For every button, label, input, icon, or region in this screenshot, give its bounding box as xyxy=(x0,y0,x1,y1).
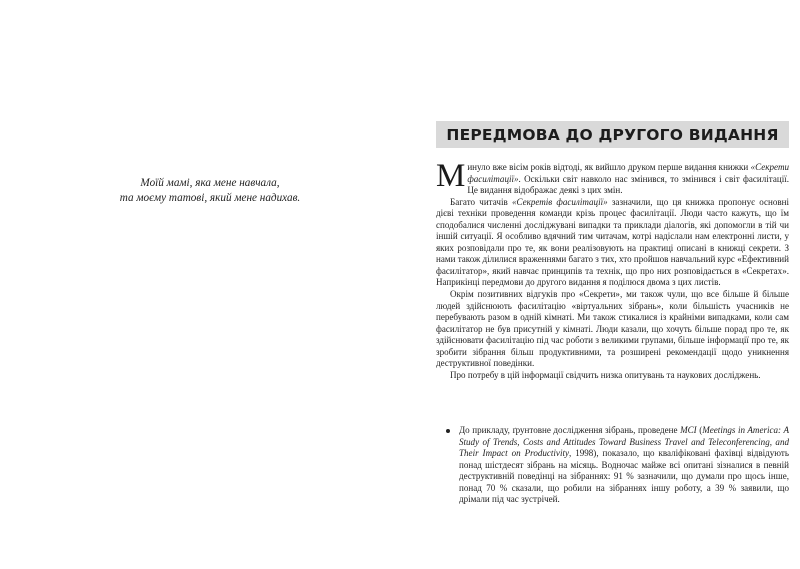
drop-cap: М xyxy=(436,158,466,194)
text-run: инуло вже вісім років відтоді, як вийшло друком перше видання книжки xyxy=(467,162,751,172)
chapter-heading-bar xyxy=(436,121,789,148)
paragraph xyxy=(436,158,789,197)
bullet-icon xyxy=(446,429,450,433)
text-run: . Оскільки світ навколо нас змінився, то змінився і світ фасилітації. Це видання відображає деякі з цих змін. xyxy=(467,173,789,196)
organization-name: MCI xyxy=(680,425,697,435)
dedication xyxy=(60,176,360,206)
paragraph: Окрім позитивних відгуків про «Секрети», ми також чули, що все більше й більше людей здійснюють фасилітацію «віртуальних зібрань», коли більшість учасників не перебувають разом в одній кімнаті. Ми також стикалися із крайніми випадками, коли сам фасилітатор не був присутній у кімнаті. Люди казали, що хочуть більше порад про те, як здійснювати фасилітацію під час роботи з великими групами, більше інформації про те, як зробити зібрання більш продуктивними, та розширені рекомендації щодо уникнення деструктивної поведінки. xyxy=(436,289,789,369)
text-run: Багато читачів xyxy=(450,196,512,207)
text-run: , 1998), показало, що кваліфіковані фахівці відвідують понад шістдесят зібрань на місяць. Водночас майже всі опитані зізналися в певній деструктивній поведінці на зібраннях: 91 % зазначили, що думали про щось інше, понад 70 % сказали, що робили на зібраннях іншу роботу, а 39 % заявили, що дрімали під час зустрічей. xyxy=(459,448,789,505)
book-title: «Секрети фасилітації» xyxy=(467,162,789,184)
right-page xyxy=(400,0,800,569)
chapter-heading: ПЕРЕДМОВА ДО ДРУГОГО ВИДАННЯ xyxy=(446,125,779,144)
text-run: зазначили, що ця книжка пропонує основні дієві техніки проведення команди крізь процес фасилітації. Люди часто кажуть, що їм сподобалися численні досліджувані випадки та приклади діалогів, які допомогли в тій чи іншій ситуації. Я особливо вдячний тим читачам, котрі надіслали нам електронні листи, у яких розповідали про те, як вони реалізовують на практиці описані в книжці секрети. З нами також ділилися враженнями багато з тих, хто пройшов навчальний курс «Ефективний фасилітатор», який навчає принципів та технік, що про них розповідається в «Секретах». Наприкінці передмови до другого видання я поділюся двома з цих листів. xyxy=(436,196,789,288)
book-title: «Секретів фасилітації» xyxy=(511,196,608,207)
dedication-line: та моєму татові, який мене надихав. xyxy=(119,192,301,204)
study-title: Meetings in America: A Study of Trends, Costs and Attitudes Toward Business Travel and Teleconferencing, and Their Impact on Productivity xyxy=(459,425,789,459)
dedication-line: Моїй мамі, яка мене навчала, xyxy=(140,177,280,189)
paragraph: Про потребу в цій інформації свідчить низка опитувань та наукових досліджень. xyxy=(450,369,761,380)
body-text xyxy=(436,158,789,381)
bullet-text xyxy=(459,425,789,506)
bullet-item xyxy=(448,425,789,506)
text-run: До прикладу, ґрунтовне дослідження зібрань, проведене xyxy=(459,425,681,435)
paragraph xyxy=(436,197,789,289)
text-run: ( xyxy=(696,425,703,435)
